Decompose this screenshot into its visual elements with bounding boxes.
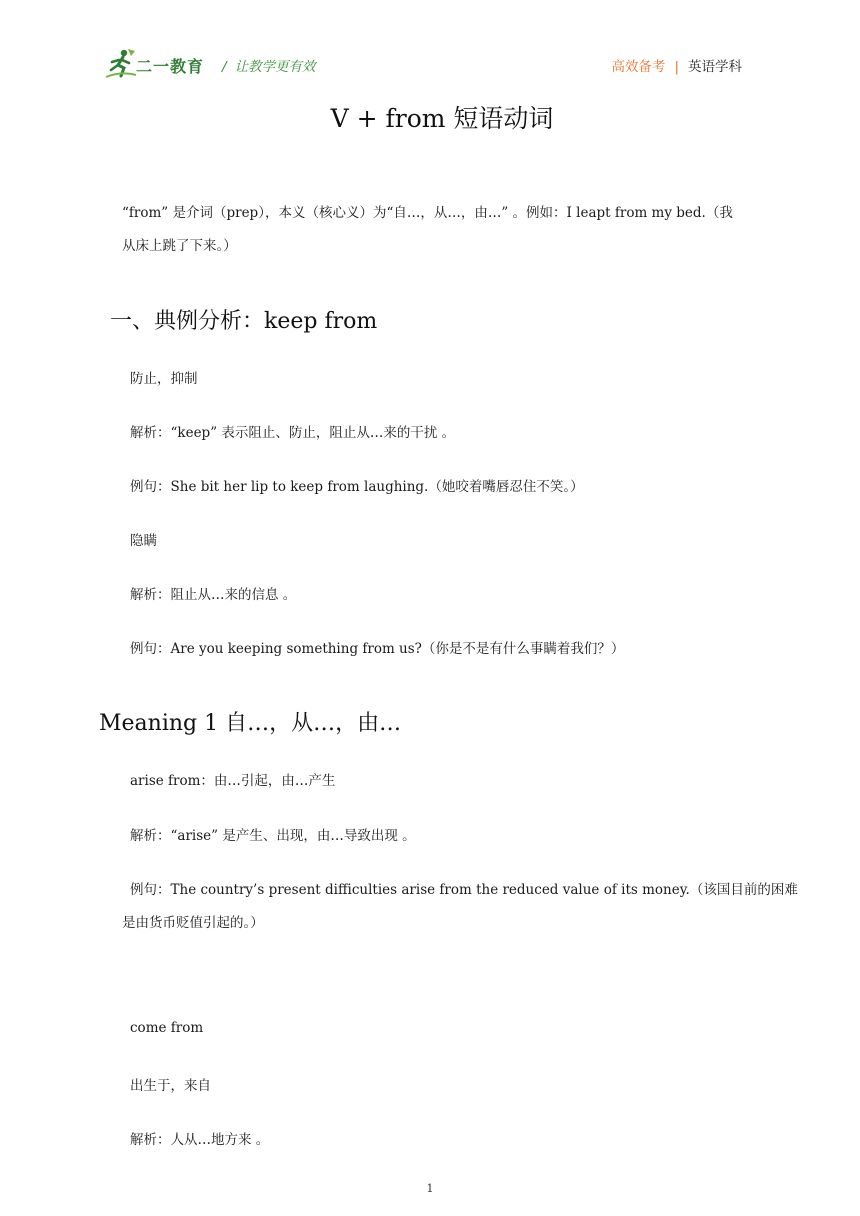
logo [104, 46, 214, 80]
section-1-line: 例句：She bit her lip to keep from laughing.（她咬着嘴唇忍住不笑。） [130, 479, 584, 495]
slogan-text: 让教学更有效 [234, 59, 316, 75]
page-number: 1 [426, 1182, 434, 1195]
section-1-line: 防止，抑制 [130, 371, 198, 387]
section-2-line: 例句：The country’s present difficulties arise from the reduced value of its money.（该国目前的困难 [130, 882, 798, 898]
header-right: 高效备考 | 英语学科 [611, 59, 742, 75]
section-1-heading: 一、典例分析：keep from [110, 309, 378, 334]
page-title: V + from 短语动词 [330, 104, 554, 133]
section-2-line: come from [130, 1020, 204, 1036]
header-tagline: 高效备考 [611, 59, 666, 75]
section-1-line: 隐瞒 [130, 533, 157, 549]
section-2-heading: Meaning 1 自…，从…，由… [99, 711, 402, 736]
section-1-line: 解析：阻止从…来的信息 。 [130, 587, 297, 603]
page-header [0, 0, 860, 90]
section-2-line: arise from：由…引起，由…产生 [130, 773, 336, 789]
slogan: / 让教学更有效 [222, 59, 316, 75]
section-2-line: 是由货币贬值引起的。） [122, 915, 264, 931]
logo-text: 二一教育 [136, 57, 205, 76]
section-2-line: 解析：“arise” 是产生、出现，由…导致出现 。 [130, 828, 416, 844]
section-2-line: 出生于，来自 [130, 1078, 211, 1094]
section-1-line: 例句：Are you keeping something from us?（你是不是有什么事瞒着我们？） [130, 641, 625, 657]
intro-line-1: “from” 是介词（prep），本义（核心义）为“自…，从…，由…” 。例如：I leapt from my bed.（我 [122, 205, 733, 221]
intro-line-2: 从床上跳了下来。） [122, 238, 237, 254]
runner-logo-icon [104, 46, 138, 80]
section-2-line: 解析：人从…地方来 。 [130, 1132, 270, 1148]
header-subject: 英语学科 [688, 59, 742, 75]
section-1-line: 解析：“keep” 表示阻止、防止，阻止从…来的干扰 。 [130, 425, 456, 441]
